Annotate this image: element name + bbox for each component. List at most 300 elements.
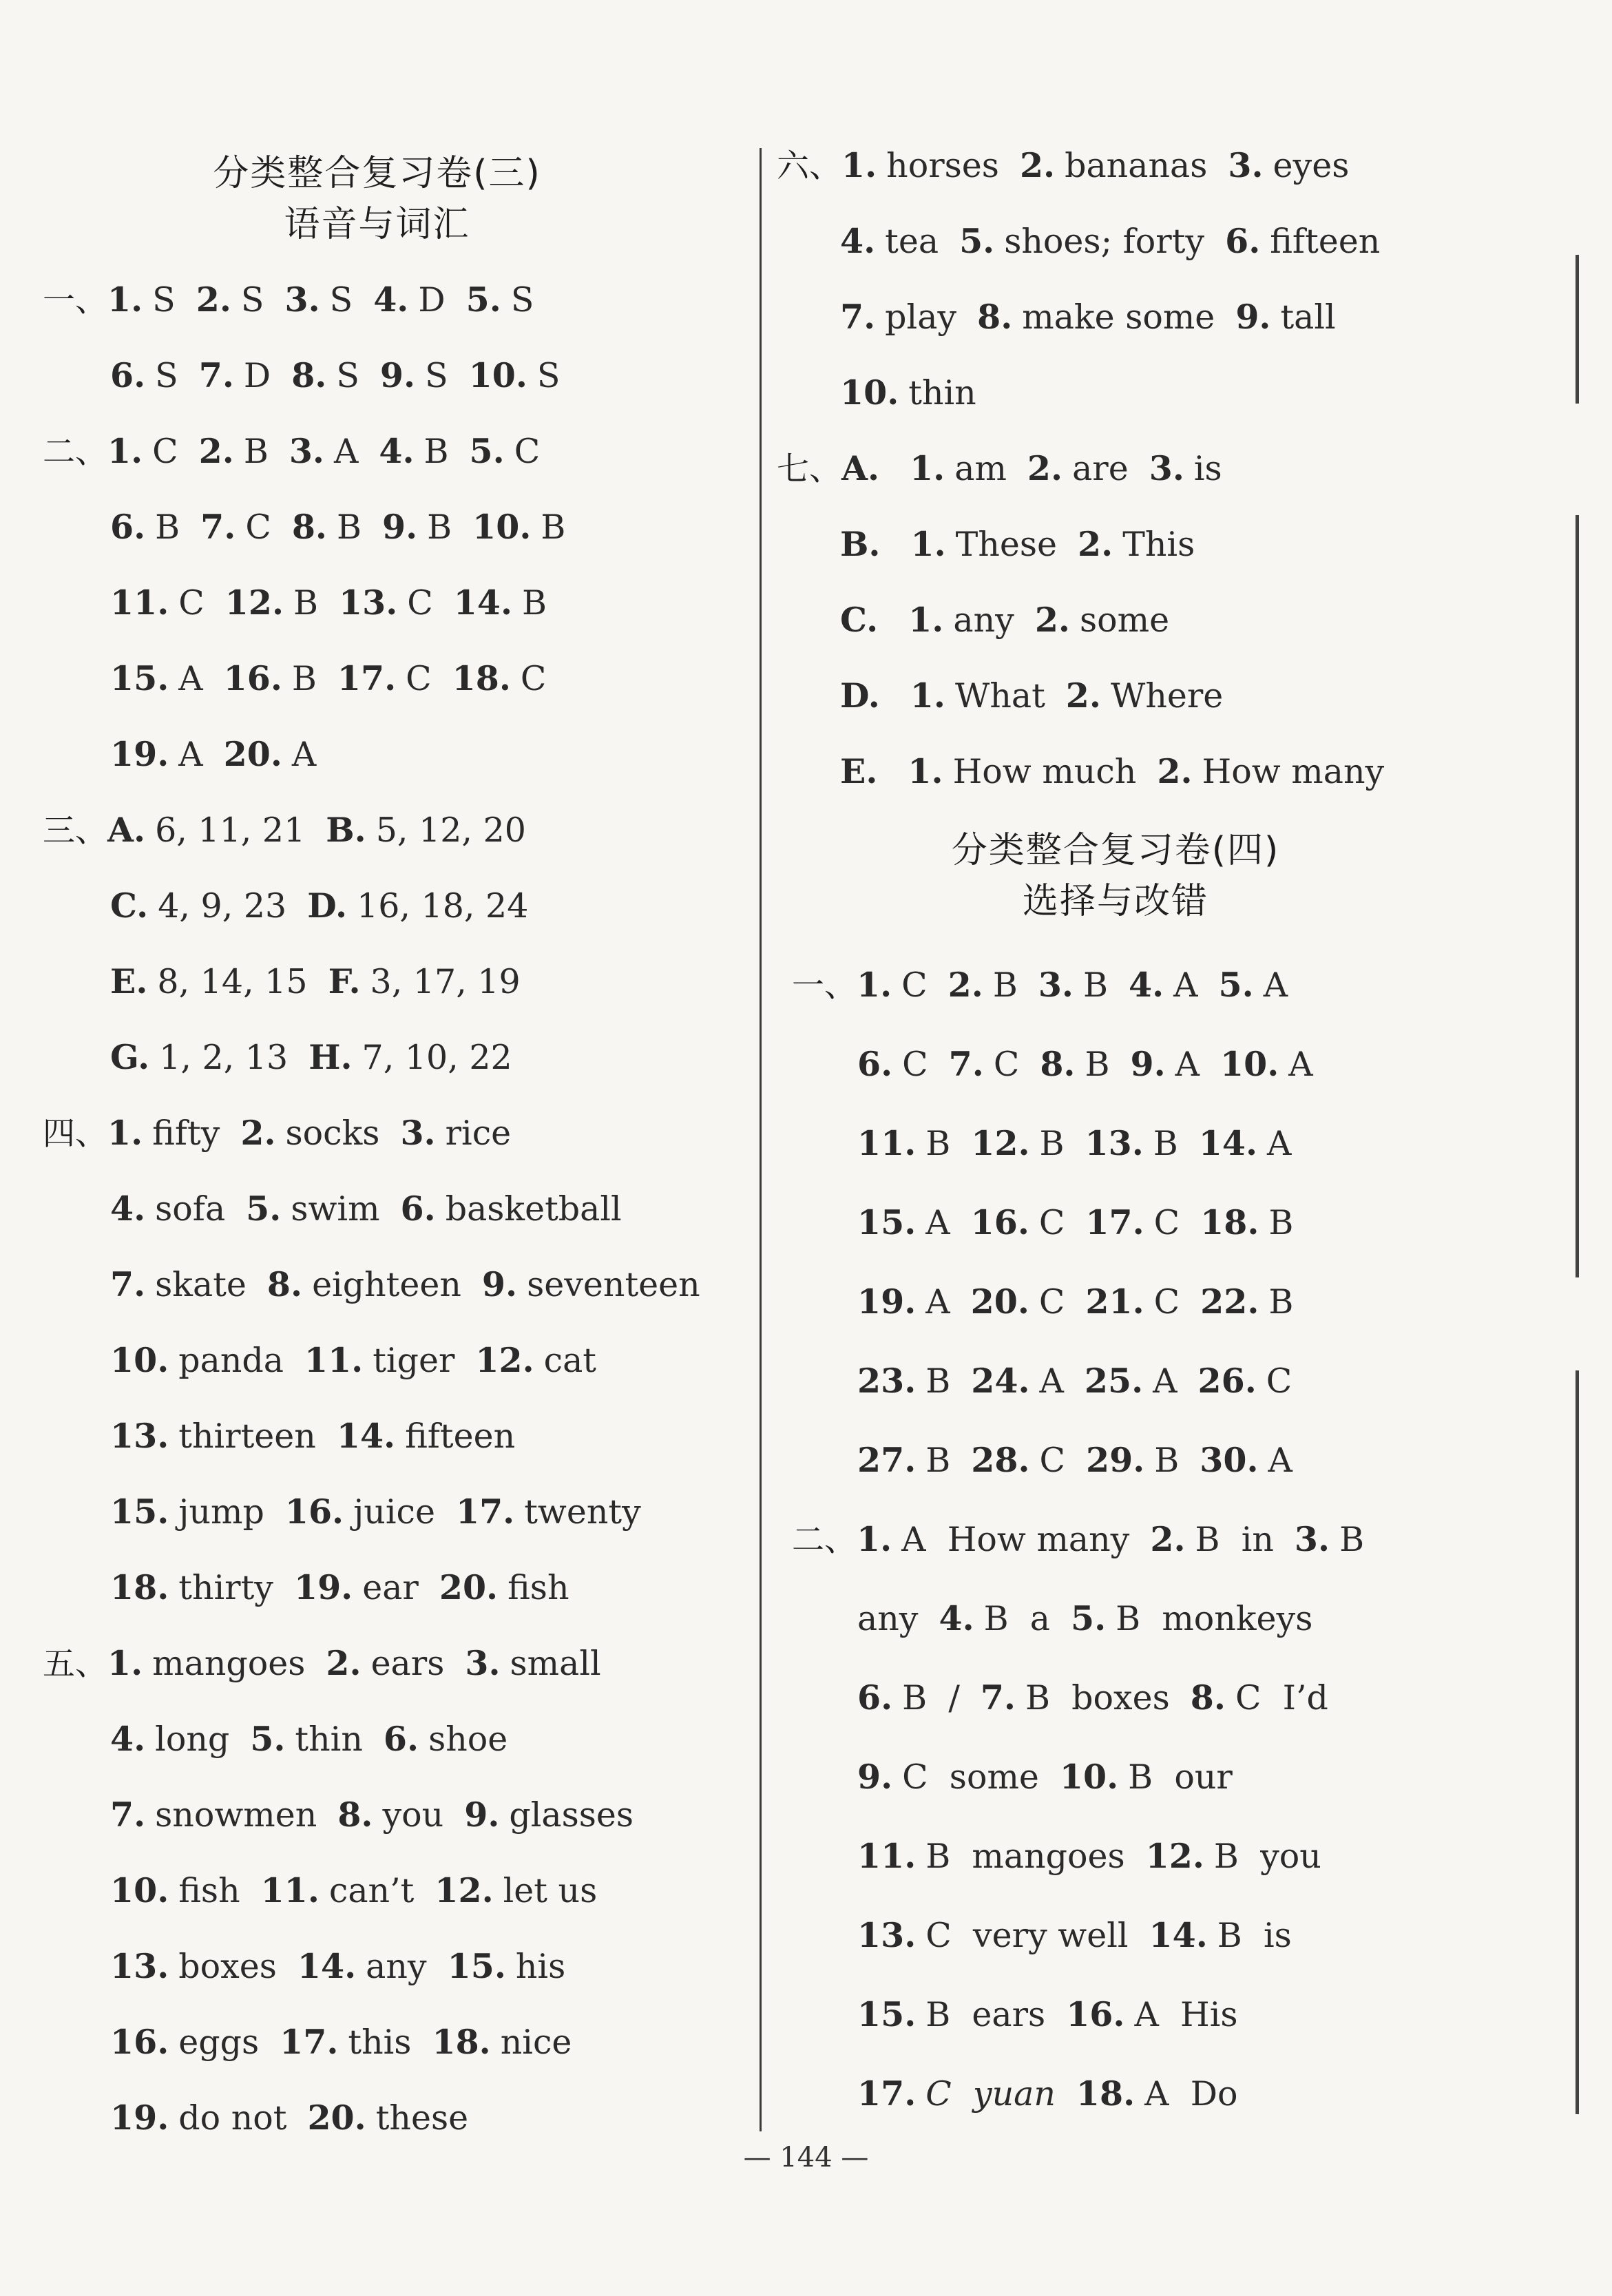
answer-text: A [1039, 1361, 1064, 1401]
question-number: 4. [379, 431, 415, 471]
answer-item [908, 599, 1014, 641]
question-number: 18. [452, 658, 511, 698]
answer-item [1235, 296, 1335, 338]
question-number: 12. [971, 1123, 1030, 1163]
answer-item [841, 145, 999, 187]
question-number: 3. [400, 1113, 436, 1153]
page-number: — 144 — [743, 2142, 869, 2173]
question-number: 20. [223, 734, 282, 774]
answer-text: 3, 17, 19 [370, 962, 521, 1001]
answer-text: B mangoes [925, 1837, 1125, 1876]
answer-text: B our [1128, 1757, 1233, 1797]
question-number: 4. [840, 221, 876, 261]
question-number: 1. [910, 676, 945, 716]
answer-item [110, 582, 205, 624]
answer-item [1150, 1519, 1274, 1561]
question-number: 7. [200, 507, 236, 547]
answer-text: eyes [1273, 146, 1350, 185]
question-number: 6. [857, 1678, 893, 1718]
answer-text: B [925, 1361, 951, 1401]
question-number: 7. [110, 1264, 146, 1304]
page-edge-mark [1576, 255, 1579, 2114]
answer-item [110, 1188, 225, 1230]
answer-line [110, 1718, 528, 1760]
question-number: 16. [223, 658, 282, 698]
question-number: 5. [246, 1189, 282, 1229]
answer-text: C [520, 659, 547, 698]
answer-item [857, 2073, 1056, 2115]
answer-item [107, 1112, 220, 1154]
question-number: 18. [110, 1567, 169, 1607]
question-number: 8. [291, 355, 327, 395]
answer-text: B [336, 508, 362, 547]
answer-item [1146, 1835, 1321, 1877]
answer-item [452, 658, 547, 700]
question-number: 9. [464, 1795, 500, 1835]
answer-text: basketball [445, 1189, 622, 1229]
answer-text: B boxes [1025, 1678, 1170, 1718]
answer-text: is [1193, 449, 1222, 488]
answer-item [1157, 751, 1384, 793]
question-number: 9. [1235, 297, 1271, 337]
question-number: 4. [1129, 965, 1164, 1005]
answer-item [326, 1642, 444, 1684]
question-number: 10. [110, 1870, 169, 1910]
answer-item [840, 751, 887, 793]
question-number: 18. [1076, 2074, 1135, 2114]
answer-item [110, 961, 308, 1003]
answer-text: B monkeys [1116, 1599, 1313, 1638]
answer-line [857, 1598, 1333, 1639]
answer-line [857, 1439, 1313, 1481]
answer-line [857, 1043, 1334, 1085]
question-number: 10. [1220, 1044, 1279, 1084]
question-number: 11. [304, 1340, 364, 1380]
question-number: 10. [468, 355, 527, 395]
question-number: 9. [481, 1264, 518, 1304]
question-number: C. [110, 886, 149, 926]
question-number: 24. [971, 1361, 1030, 1401]
answer-text: B [1082, 966, 1108, 1005]
answer-item [280, 2021, 411, 2063]
answer-text: Where [1110, 676, 1224, 716]
question-number: 3. [289, 431, 324, 471]
answer-text: play [885, 298, 957, 337]
answer-line [110, 1415, 536, 1457]
answer-item [307, 2097, 468, 2139]
answer-text: 5, 12, 20 [375, 811, 526, 850]
question-number: 7. [110, 1795, 146, 1835]
answer-item [857, 1439, 950, 1481]
answer-item [454, 582, 547, 624]
answer-text: C [406, 659, 432, 698]
answer-item [261, 1870, 415, 1912]
answer-text: small [510, 1644, 601, 1683]
answer-line [792, 1519, 1385, 1560]
answer-text: S [425, 356, 448, 395]
section-marker: 一、 [792, 967, 857, 1005]
answer-item [1295, 1519, 1364, 1561]
answer-text: C [1153, 1203, 1180, 1242]
question-number: 4. [110, 1719, 146, 1759]
answer-text: This [1122, 525, 1195, 564]
answer-text: C [514, 432, 541, 471]
answer-text: mangoes [152, 1644, 306, 1683]
answer-text: swim [291, 1189, 380, 1229]
answer-text: eggs [178, 2023, 260, 2062]
answer-line [110, 2097, 489, 2138]
answer-text: snowmen [155, 1795, 317, 1835]
question-number: 20. [439, 1567, 499, 1607]
question-number: 2. [1027, 448, 1063, 488]
answer-text: A [1267, 1124, 1292, 1163]
question-number: 27. [857, 1440, 917, 1480]
answer-item [225, 582, 318, 624]
answer-text: 4, 9, 23 [158, 886, 287, 926]
answer-text: shoes; forty [1004, 222, 1205, 261]
answer-item [971, 1360, 1064, 1402]
answer-text: S [240, 280, 264, 320]
answer-text: horses [886, 146, 999, 185]
answer-text: B you [1213, 1837, 1321, 1876]
answer-item [400, 1112, 511, 1154]
answer-item [857, 1519, 1129, 1561]
answer-item [107, 809, 305, 851]
question-number: 11. [857, 1123, 917, 1163]
question-number: 20. [307, 2098, 366, 2138]
answer-item [200, 506, 271, 548]
question-number: 14. [336, 1416, 396, 1456]
question-number: B. [326, 810, 366, 850]
answer-item [110, 1415, 316, 1457]
answer-item [110, 1264, 247, 1306]
answer-text: C yuan [925, 2074, 1056, 2114]
question-number: 22. [1200, 1282, 1259, 1322]
answer-item [1020, 145, 1207, 187]
answer-text: A [178, 659, 203, 698]
answer-line [857, 1677, 1349, 1718]
answer-text: B [1153, 1124, 1178, 1163]
section-marker: 二、 [792, 1521, 857, 1559]
answer-text: B [243, 432, 269, 471]
question-number: 1. [910, 524, 946, 564]
answer-line [840, 372, 997, 413]
question-number: 13. [110, 1946, 169, 1986]
answer-item [110, 2021, 259, 2063]
title-line-2: 语音与词汇 [284, 204, 470, 245]
answer-text: B [925, 1124, 951, 1163]
answer-item [1130, 1043, 1200, 1085]
answer-text: A [1173, 966, 1198, 1005]
answer-text: 8, 14, 15 [157, 962, 308, 1001]
answer-text: fish [507, 1568, 569, 1607]
answer-item [384, 1718, 507, 1760]
question-number: A. [107, 810, 146, 850]
answer-item [1066, 675, 1224, 717]
answer-item [910, 523, 1057, 565]
answer-text: C [152, 432, 178, 471]
question-number: 14. [297, 1946, 357, 1986]
answer-text: B / [902, 1678, 960, 1718]
question-number: 16. [970, 1202, 1029, 1242]
answer-item [294, 1567, 419, 1609]
answer-item [910, 448, 1007, 490]
answer-item [971, 1202, 1065, 1244]
answer-line [792, 964, 1308, 1005]
answer-item [304, 1339, 454, 1381]
section-marker: 二、 [43, 433, 107, 471]
answer-item [971, 1123, 1064, 1165]
answer-item [939, 1598, 1050, 1640]
answer-item [857, 964, 928, 1006]
answer-item [107, 1642, 305, 1684]
answer-item [240, 1112, 379, 1154]
answer-line [840, 296, 1357, 337]
section-marker: 六、 [777, 147, 841, 185]
question-number: 7. [198, 355, 234, 395]
question-number: 8. [1190, 1678, 1226, 1718]
question-number: 7. [948, 1044, 984, 1084]
question-number: 14. [1198, 1123, 1258, 1163]
question-number: 21. [1085, 1282, 1144, 1322]
question-number: E. [840, 751, 878, 791]
answer-text: his [515, 1947, 566, 1986]
answer-item [1225, 220, 1380, 262]
answer-text: A [178, 735, 203, 774]
question-number: 18. [432, 2022, 491, 2062]
answer-item [1040, 1043, 1109, 1085]
answer-item [1085, 1360, 1177, 1402]
question-number: 30. [1200, 1440, 1259, 1480]
answer-item [267, 1264, 461, 1306]
answer-text: glasses [509, 1795, 634, 1835]
answer-item [840, 675, 890, 717]
answer-text: A Do [1144, 2074, 1238, 2114]
answer-text: tea [885, 222, 939, 261]
question-number: 12. [435, 1870, 494, 1910]
answer-text: A [925, 1282, 950, 1322]
answer-text: can’t [328, 1871, 415, 1910]
section-marker: 七、 [777, 450, 841, 488]
answer-item [1035, 599, 1169, 641]
answer-item [379, 430, 448, 472]
answer-text: D [243, 356, 271, 395]
answer-text: S [155, 356, 178, 395]
answer-item [840, 599, 888, 641]
answer-line [857, 1835, 1342, 1877]
answer-item [971, 1439, 1065, 1481]
answer-text: B [1268, 1282, 1294, 1322]
answer-text: fish [178, 1871, 240, 1910]
answer-text: A [1153, 1361, 1177, 1401]
answer-item [1076, 2073, 1238, 2115]
answer-item [435, 1870, 597, 1912]
question-number: 4. [373, 280, 409, 320]
answer-text: tall [1280, 298, 1336, 337]
answer-item [840, 523, 890, 565]
question-number: 12. [1145, 1836, 1204, 1876]
answer-item [1085, 1281, 1180, 1323]
question-number: 13. [1085, 1123, 1144, 1163]
answer-text: C [1039, 1441, 1066, 1480]
answer-text: A [1268, 1441, 1292, 1480]
question-number: 6. [110, 507, 146, 547]
question-number: 3. [1149, 448, 1184, 488]
question-number: 11. [110, 583, 169, 623]
answer-item [1149, 448, 1222, 490]
answer-text: B [1268, 1203, 1294, 1242]
question-number: 2. [948, 965, 983, 1005]
answer-item [482, 1264, 700, 1306]
answer-text: S [336, 356, 359, 395]
question-number: 13. [857, 1915, 917, 1955]
answer-text: C some [902, 1757, 1039, 1797]
question-number: 13. [110, 1416, 169, 1456]
question-number: H. [308, 1037, 353, 1077]
answer-text: S [152, 280, 176, 320]
answer-line [43, 279, 554, 320]
answer-item [297, 1945, 427, 1987]
question-number: 17. [1085, 1202, 1144, 1242]
answer-item [857, 1123, 950, 1165]
question-number: 7. [840, 297, 876, 337]
answer-text: C [407, 583, 433, 623]
answer-text: boxes [178, 1947, 277, 1986]
answer-text: ear [362, 1568, 419, 1607]
answer-item [1199, 1123, 1292, 1165]
section-title-3 [0, 148, 754, 250]
answer-item [472, 506, 565, 548]
answer-item [857, 1281, 950, 1323]
answer-line [43, 1112, 532, 1154]
answer-item [1066, 1994, 1237, 2036]
answer-item [308, 1036, 512, 1078]
question-number: 1. [107, 1643, 143, 1683]
question-number: 1. [857, 965, 892, 1005]
answer-line [43, 430, 561, 472]
question-number: 13. [339, 583, 398, 623]
question-number: 23. [857, 1361, 917, 1401]
question-number: D. [307, 886, 348, 926]
answer-item [971, 1281, 1065, 1323]
answer-item [110, 658, 203, 700]
answer-text: eighteen [312, 1265, 461, 1304]
answer-text: thin [295, 1720, 363, 1759]
question-number: 2. [1150, 1519, 1186, 1559]
question-number: 12. [224, 583, 284, 623]
answer-text: this [348, 2023, 412, 2062]
section-marker: 四、 [43, 1115, 107, 1153]
answer-text: B [427, 508, 452, 547]
question-number: 10. [110, 1340, 169, 1380]
answer-item [382, 506, 452, 548]
answer-text: you [382, 1795, 444, 1835]
answer-text: fifteen [1270, 222, 1381, 261]
answer-item [246, 1188, 379, 1230]
answer-text: C [1038, 1282, 1065, 1322]
answer-line [857, 1123, 1312, 1164]
answer-item [1228, 145, 1349, 187]
question-number: 10. [840, 373, 899, 413]
answer-text: How many [1202, 752, 1385, 791]
answer-text: 6, 11, 21 [155, 811, 306, 850]
question-number: 14. [453, 583, 513, 623]
title-line-1: 分类整合复习卷(三) [213, 153, 541, 194]
answer-text: C [902, 1045, 928, 1084]
answer-line [110, 1945, 586, 1987]
answer-text: B a [983, 1599, 1050, 1638]
question-number: 17. [280, 2022, 339, 2062]
answer-item [841, 448, 889, 490]
answer-item [110, 1491, 264, 1533]
answer-item [857, 1835, 1125, 1877]
answer-text: jump [178, 1492, 264, 1532]
answer-line [857, 1202, 1314, 1243]
answer-text: are [1072, 449, 1129, 488]
answer-item [196, 279, 264, 321]
answer-text: C [178, 583, 205, 623]
answer-text: 16, 18, 24 [357, 886, 529, 926]
answer-item [110, 1036, 288, 1078]
question-number: 11. [857, 1836, 917, 1876]
answer-item [1220, 1043, 1313, 1085]
answer-text: juice [353, 1492, 435, 1532]
answer-item [1149, 1914, 1292, 1956]
answer-text: A [1175, 1045, 1200, 1084]
answer-item [1200, 1439, 1292, 1481]
question-number: 2. [1065, 676, 1101, 716]
answer-line [110, 582, 567, 623]
question-number: 7. [980, 1678, 1016, 1718]
question-number: 10. [472, 507, 532, 547]
question-number: 15. [857, 1202, 917, 1242]
question-number: 2. [196, 280, 231, 320]
column-divider [760, 148, 762, 2131]
answer-text: B [1085, 1045, 1110, 1084]
answer-item [110, 733, 203, 775]
answer-text: What [954, 676, 1045, 716]
question-number: A. [841, 448, 880, 488]
answer-text: seventeen [527, 1265, 700, 1304]
answer-text: skate [155, 1265, 247, 1304]
answer-text: ears [370, 1644, 445, 1683]
question-number: 26. [1197, 1361, 1257, 1401]
question-number: F. [328, 961, 361, 1001]
answer-line [777, 448, 1243, 489]
question-number: 11. [260, 1870, 320, 1910]
answer-item [456, 1491, 641, 1533]
answer-text: these [375, 2098, 469, 2138]
answer-text: A [1263, 966, 1288, 1005]
answer-item [110, 506, 180, 548]
answer-item [292, 506, 362, 548]
answer-item [110, 885, 286, 927]
question-number: 4. [110, 1189, 146, 1229]
answer-line [110, 885, 549, 926]
answer-item [110, 1870, 240, 1912]
answer-item [1027, 448, 1129, 490]
question-number: 19. [293, 1567, 353, 1607]
answer-item [1085, 1123, 1178, 1165]
question-number: 8. [266, 1264, 303, 1304]
answer-text: S [329, 280, 353, 320]
answer-item [949, 1043, 1020, 1085]
question-number: 2. [326, 1643, 362, 1683]
question-number: 10. [1059, 1757, 1119, 1797]
question-number: 1. [841, 145, 877, 185]
answer-line [110, 1036, 533, 1078]
answer-item [857, 1994, 1045, 2036]
